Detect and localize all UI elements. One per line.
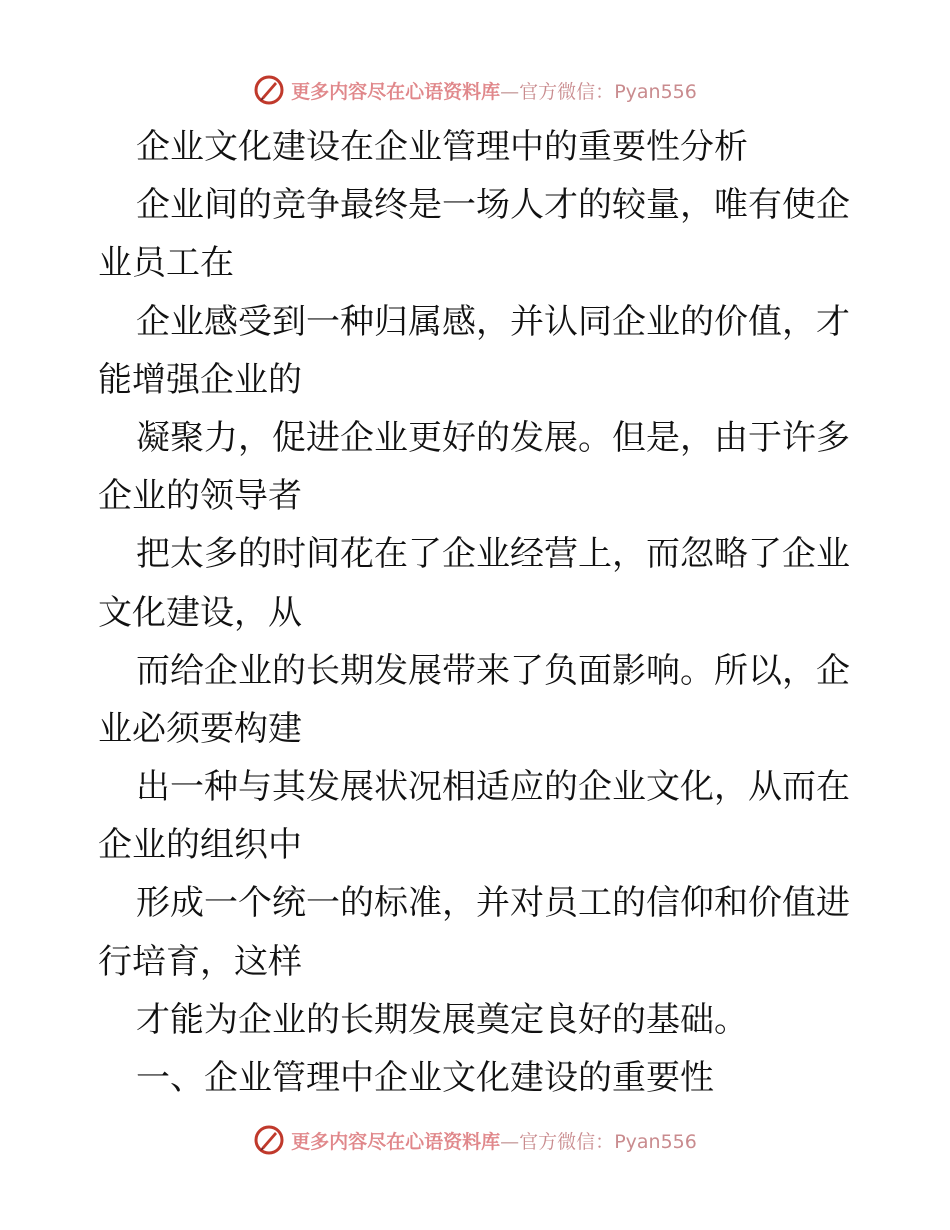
paragraph-line: 企业的组织中: [98, 825, 302, 866]
section-heading: 一、企业管理中企业文化建设的重要性: [136, 1058, 714, 1098]
watermark-text: 更多内容尽在心语资料库—官方微信：Pyan556: [291, 1130, 697, 1153]
header-watermark-banner: [0, 70, 950, 110]
paragraph-line: 能增强企业的: [98, 359, 302, 400]
paragraph-line: 出一种与其发展状况相适应的企业文化，从而在: [136, 767, 850, 808]
quill-pen-seal-icon: [253, 74, 285, 106]
paragraph-line: 行培育，这样: [98, 941, 302, 982]
watermark-text: 更多内容尽在心语资料库—官方微信：Pyan556: [291, 80, 697, 103]
paragraph-line: 文化建设，从: [98, 592, 302, 633]
paragraph-line: 形成一个统一的标准，并对员工的信仰和价值进: [136, 883, 850, 924]
document-body: [98, 118, 858, 1107]
paragraph-line: 企业间的竞争最终是一场人才的较量，唯有使企: [136, 185, 850, 226]
paragraph-line: 业必须要构建: [98, 708, 302, 749]
paragraph-line: 才能为企业的长期发展奠定良好的基础。: [136, 999, 748, 1040]
paragraph-line: 凝聚力，促进企业更好的发展。但是，由于许多: [136, 417, 850, 458]
paragraph-line: 而给企业的长期发展带来了负面影响。所以，企: [136, 650, 850, 691]
paragraph-line: 把太多的时间花在了企业经营上，而忽略了企业: [136, 534, 850, 575]
document-title: 企业文化建设在企业管理中的重要性分析: [136, 127, 748, 167]
paragraph-line: 企业的领导者: [98, 476, 302, 517]
quill-pen-seal-icon: [253, 1124, 285, 1156]
paragraph-line: 企业感受到一种归属感，并认同企业的价值，才: [136, 301, 850, 342]
footer-watermark-banner: [0, 1120, 950, 1160]
paragraph-line: 业员工在: [98, 243, 234, 284]
